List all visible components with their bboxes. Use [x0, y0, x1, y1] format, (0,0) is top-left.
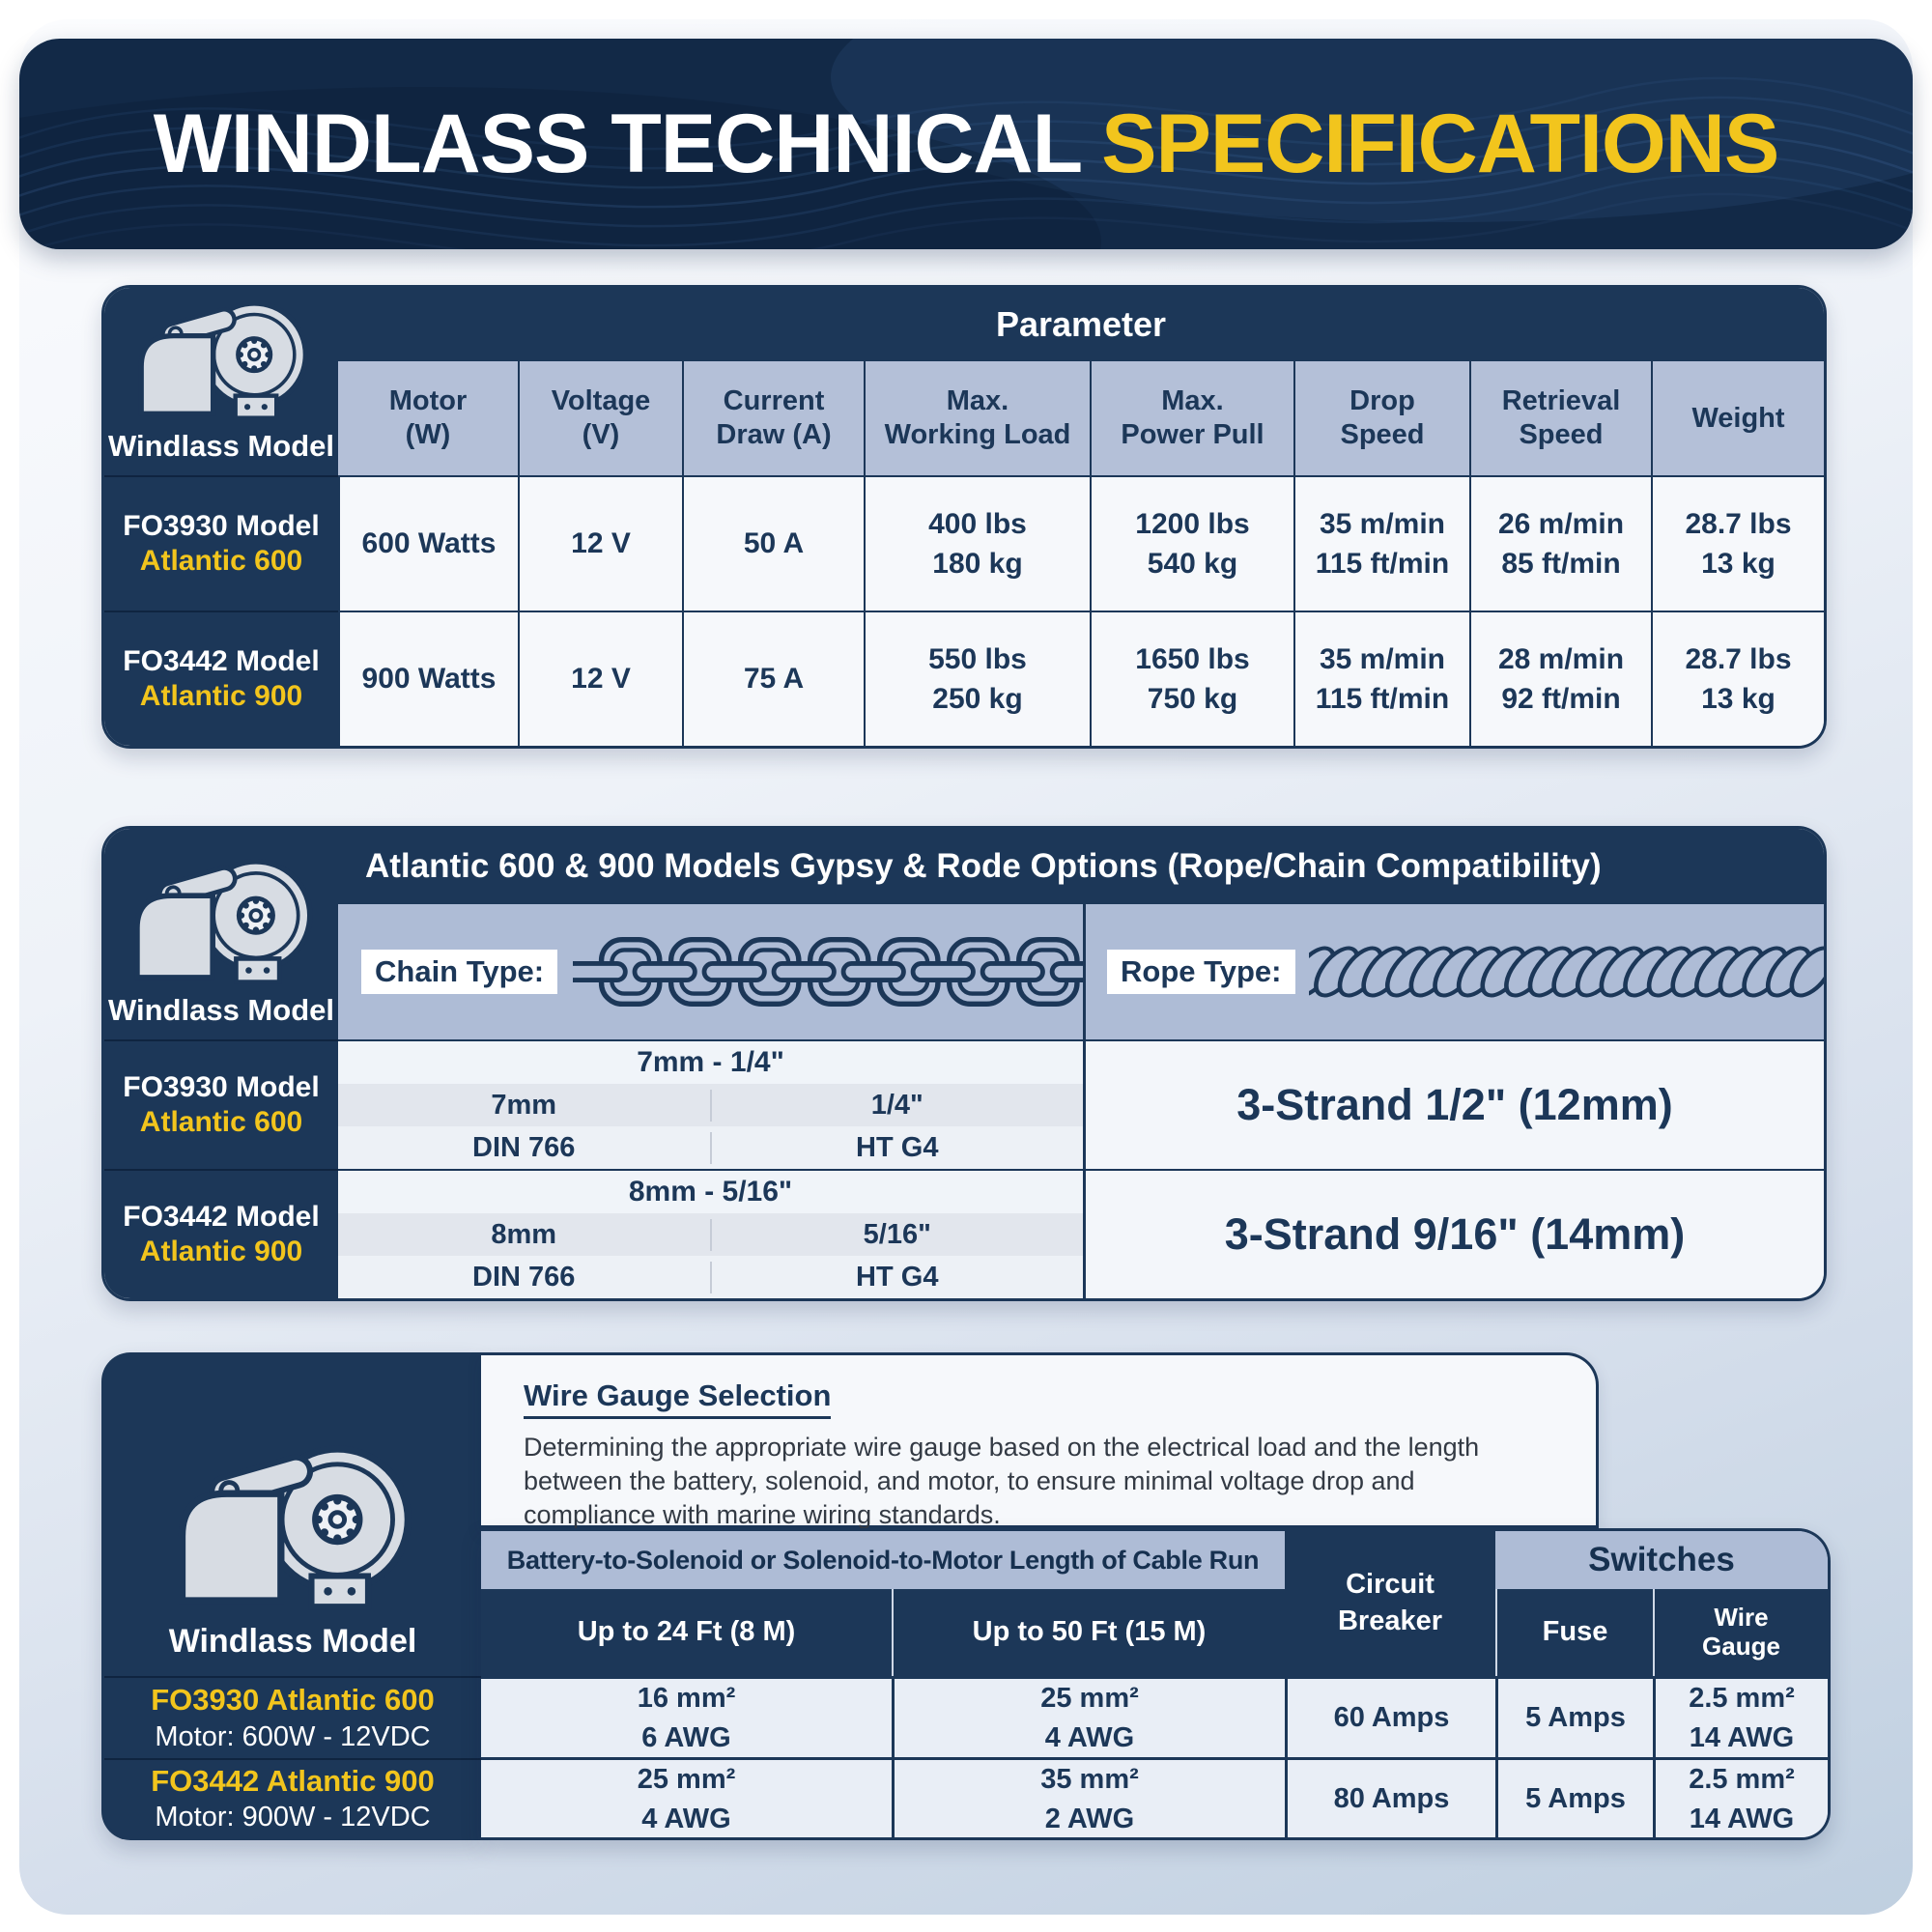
chain-type-label: Chain Type: [361, 950, 557, 994]
cell-retrieval-speed-600: 26 m/min 85 ft/min [1469, 475, 1651, 611]
cell-fuse-600: 5 Amps [1495, 1676, 1653, 1757]
row-label-fo3442: FO3442 Model Atlantic 900 [104, 611, 338, 746]
chain-imperial-size: 5/16" [710, 1219, 1084, 1251]
column-header-voltage: Voltage (V) [518, 361, 682, 475]
cell-run24-600: 16 mm² 6 AWG [481, 1676, 892, 1757]
cell-run24-900: 25 mm² 4 AWG [481, 1757, 892, 1838]
windlass-icon [123, 845, 321, 987]
column-header-drop-speed: Drop Speed [1293, 361, 1469, 475]
chain-links-icon [573, 930, 1083, 1013]
rope-type-label: Rope Type: [1107, 950, 1295, 994]
cell-power-pull-900: 1650 lbs 750 kg [1090, 611, 1293, 746]
column-header-motor: Motor (W) [338, 361, 518, 475]
column-header-24ft: Up to 24 Ft (8 M) [481, 1589, 892, 1676]
windlass-icon [163, 1428, 422, 1613]
column-header-max-working-load: Max. Working Load [864, 361, 1090, 475]
chain-options-fo3442 [338, 1169, 1083, 1298]
cell-voltage-900: 12 V [518, 611, 682, 746]
cell-weight-600: 28.7 lbs 13 kg [1651, 475, 1824, 611]
rope-option-fo3442: 3-Strand 9/16" (14mm) [1083, 1169, 1824, 1298]
wire-gauge-card [101, 1352, 1831, 1840]
windlass-model-label: Windlass Model [108, 993, 334, 1027]
chain-options-fo3930 [338, 1039, 1083, 1169]
rope-option-fo3930: 3-Strand 1/2" (12mm) [1083, 1039, 1824, 1169]
page-title-white: WINDLASS TECHNICAL [153, 97, 1083, 190]
cell-weight-900: 28.7 lbs 13 kg [1651, 611, 1824, 746]
cell-retrieval-speed-900: 28 m/min 92 ft/min [1469, 611, 1651, 746]
chain-imperial-standard: HT G4 [710, 1132, 1084, 1164]
cell-breaker-600: 60 Amps [1285, 1676, 1495, 1757]
windlass-icon [123, 288, 321, 423]
row-label-fo3442: FO3442 Model Atlantic 900 [104, 1169, 338, 1298]
chain-metric-standard: DIN 766 [472, 1131, 576, 1163]
rode-options-card [101, 826, 1827, 1301]
cell-motor-900: 900 Watts [338, 611, 518, 746]
rode-table-model-header [104, 829, 338, 1039]
chain-imperial-standard: HT G4 [710, 1262, 1084, 1293]
row-label-fo3930: FO3930 Model Atlantic 600 [104, 1039, 338, 1169]
rode-table-title: Atlantic 600 & 900 Models Gypsy & Rode Options (Rope/Chain Compatibility) [338, 829, 1824, 904]
column-header-retrieval-speed: Retrieval Speed [1469, 361, 1651, 475]
cell-drop-speed-600: 35 m/min 115 ft/min [1293, 475, 1469, 611]
cell-run50-900: 35 mm² 2 AWG [892, 1757, 1285, 1838]
column-header-fuse: Fuse [1495, 1589, 1653, 1676]
cable-run-header: Battery-to-Solenoid or Solenoid-to-Motor Length of Cable Run [481, 1531, 1285, 1589]
wire-table-model-header [104, 1355, 481, 1676]
switches-header: Switches [1495, 1531, 1828, 1589]
chain-type-band [338, 904, 1083, 1039]
chain-range: 7mm - 1/4" [338, 1041, 1083, 1084]
cell-power-pull-600: 1200 lbs 540 kg [1090, 475, 1293, 611]
column-header-weight: Weight [1651, 361, 1824, 475]
wire-gauge-info-text: Determining the appropriate wire gauge based on the electrical load and the length between the battery, solenoid, and motor, to ensure minimal voltage drop and compliance with marine wiring standards. [524, 1433, 1480, 1530]
page-title [154, 97, 1779, 192]
wire-table-model-column [101, 1352, 481, 1840]
chain-range: 8mm - 5/16" [338, 1171, 1083, 1213]
chain-metric-size: 8mm [491, 1218, 557, 1250]
column-header-wire-gauge: Wire Gauge [1653, 1589, 1828, 1676]
cell-voltage-600: 12 V [518, 475, 682, 611]
wire-gauge-info-box [481, 1352, 1599, 1528]
cell-motor-600: 600 Watts [338, 475, 518, 611]
spec-table-card [101, 285, 1827, 749]
windlass-model-label: Windlass Model [168, 1623, 417, 1660]
windlass-model-label: Windlass Model [108, 429, 334, 463]
wire-gauge-table [481, 1528, 1831, 1840]
column-header-max-power-pull: Max. Power Pull [1090, 361, 1293, 475]
cell-current-600: 50 A [682, 475, 864, 611]
chain-imperial-size: 1/4" [710, 1090, 1084, 1122]
column-header-current-draw: Current Draw (A) [682, 361, 864, 475]
cell-fuse-900: 5 Amps [1495, 1757, 1653, 1838]
cell-gauge-600: 2.5 mm² 14 AWG [1653, 1676, 1828, 1757]
row-label-fo3442: FO3442 Atlantic 900 Motor: 900W - 12VDC [104, 1758, 481, 1837]
cell-run50-600: 25 mm² 4 AWG [892, 1676, 1285, 1757]
spec-table-model-header [104, 288, 338, 475]
cell-working-load-600: 400 lbs 180 kg [864, 475, 1090, 611]
chain-metric-standard: DIN 766 [472, 1261, 576, 1293]
twisted-rope-icon [1309, 941, 1825, 1003]
cell-gauge-900: 2.5 mm² 14 AWG [1653, 1757, 1828, 1838]
column-header-50ft: Up to 50 Ft (15 M) [892, 1589, 1285, 1676]
page-title-yellow: SPECIFICATIONS [1101, 97, 1779, 190]
wire-gauge-info-title: Wire Gauge Selection [524, 1378, 831, 1419]
rope-type-band [1083, 904, 1824, 1039]
circuit-breaker-header: Circuit Breaker [1285, 1531, 1495, 1676]
cell-breaker-900: 80 Amps [1285, 1757, 1495, 1838]
row-label-fo3930: FO3930 Atlantic 600 Motor: 600W - 12VDC [104, 1676, 481, 1758]
row-label-fo3930: FO3930 Model Atlantic 600 [104, 475, 338, 611]
header-banner [19, 39, 1913, 249]
parameter-header: Parameter [338, 288, 1824, 361]
cell-working-load-900: 550 lbs 250 kg [864, 611, 1090, 746]
cell-drop-speed-900: 35 m/min 115 ft/min [1293, 611, 1469, 746]
cell-current-900: 75 A [682, 611, 864, 746]
chain-metric-size: 7mm [491, 1089, 557, 1121]
